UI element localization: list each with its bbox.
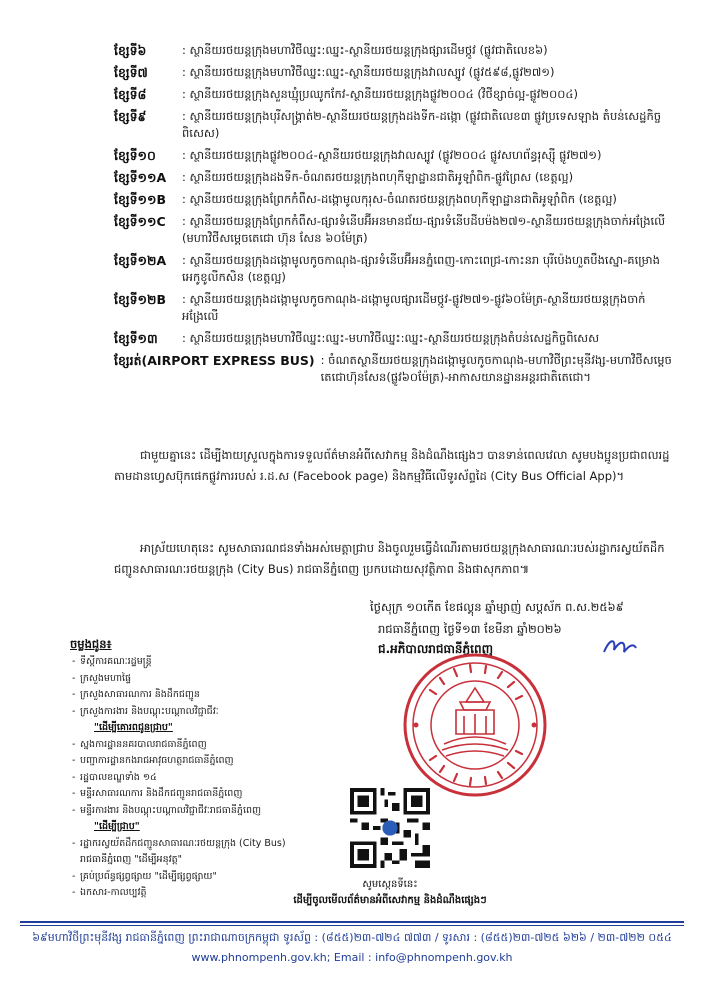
recipient-item: - មន្ទីរការងារ និងបណ្តុះបណ្តាលវិជ្ជាជីវៈរាជធានីភ្នំពេញ — [72, 804, 262, 816]
express-route-label: ខ្សែរត់(AIRPORT EXPRESS BUS) — [114, 353, 315, 368]
solar-date: រាជធានីភ្នំពេញ ថ្ងៃទី១៣ ខែមីនា ឆ្នាំ២០២៦ — [378, 622, 562, 636]
route-item — [114, 64, 674, 81]
signature-mark — [600, 636, 640, 658]
route-label: ខ្សែទី១១B — [114, 192, 167, 207]
recipient-item: - មន្ទីរសាធារណការ និងដឹកជញ្ជូនរាជធានីភ្នំពេញ — [72, 788, 243, 799]
route-desc: : ស្ថានីយរថយន្តក្រុងដង្កោមូលកូចកាណុង-ផ្សារទំនើបអ៊ីអនភ្នំពេញ-កោះពេជ្រ-កោះនរា បុរីប៉េងហួតបឹងស្នោ-គម្រោងអេកូខូលីកសិន (ខេត្តល្អ) — [182, 253, 660, 284]
route-label: ខ្សែទី១២B — [114, 292, 167, 307]
route-desc: : ស្ថានីយរថយន្តក្រុងសួនឃ្មុំប្រឈូកកែវ-ស្ថានីយរថយន្តក្រុងផ្លូវ២០០៤ (វិថីខ្សាច់ល្អ-ផ្លូវ២០០៤) — [182, 87, 579, 101]
route-label: ខ្សែទី៦ — [114, 43, 147, 58]
route-item — [114, 169, 674, 186]
route-label: ខ្សែទី៩ — [114, 109, 147, 124]
route-item — [114, 291, 674, 325]
route-desc: : ស្ថានីយរថយន្តក្រុងមហាវិថីឈ្នះ:ឈ្នះ-ស្ថានីយរថយន្តក្រុងផ្សារដើមថ្កូវ (ផ្លូវជាតិលេខ៦) — [182, 43, 548, 57]
recipient-item: - រដ្ឋបាលខណ្ឌទាំង ១៤ — [72, 771, 157, 783]
express-route-desc: : ចំណតស្ថានីយរថយន្តក្រុងដង្កោមូលកូចកាណុង-មហាវិថីព្រះមុនីវង្ស-មហាវិថីសម្តេចតេជោហ៊ុនសែន(ផ្លូវ៦០ម៉ែត្រ)-អាកាសយានដ្ឋានអន្តរជាតិតេជោ។ — [320, 353, 672, 384]
qr-caption: សូមស្កេនទីនេះ — [362, 879, 418, 890]
recipient-purpose: "ដើម្បីជ្រាប" — [94, 821, 140, 832]
signatory-title: ជ.អភិបាលរាជធានីភ្នំពេញ — [378, 642, 494, 656]
recipient-item: - ក្រសួងការងារ និងបណ្តុះបណ្តាលវិជ្ជាជីវៈ — [72, 705, 219, 717]
recipient-item: - រដ្ឋាករស្វយ័តដឹកជញ្ជូនសាធារណៈរថយន្តក្រុង (City Bus) — [72, 837, 286, 849]
route-desc: : ស្ថានីយរថយន្តក្រុងបុរីសង្គ្រាត់២-ស្ថានីយរថយន្តក្រុងដងទីក-ដង្កោ (ផ្លូវជាតិលេខ៣ ផ្លូវប្រទេសឡាង តំបន់សេដ្ឋកិច្ចពិសេស) — [182, 109, 662, 140]
route-desc: : ស្ថានីយរថយន្តក្រុងមហាវិថីឈ្នះ:ឈ្នះ-មហាវិថីឈ្នះ:ឈ្នះ-ស្ថានីយរថយន្តក្រុងតំបន់សេដ្ឋកិច្ចពិសេស — [182, 331, 600, 345]
recipient-item: - គ្រប់ប្រព័ន្ធផ្សព្វផ្សាយ "ដើម្បីផ្សព្វផ្សាយ" — [72, 870, 217, 882]
route-label: ខ្សែទី១០ — [114, 148, 156, 163]
recipient-purpose: "ដើម្បីគោរពជូនជ្រាប" — [94, 722, 173, 733]
route-item — [114, 108, 674, 142]
qr-code[interactable] — [350, 788, 430, 868]
footer-address: ៦៩មហាវិថីព្រះមុនីវង្ស រាជធានីភ្នំពេញ ព្រះរាជាណាចក្រកម្ពុជា ទូរស័ព្ទ : (៨៥៥)២៣-៧២៤ ៧៧៣ / ទូរសារ : (៨៥៥)២៣-៧២៥ ៦២៦ / ២៣-៧២២ ០៥៤ — [32, 931, 672, 944]
route-desc: : ស្ថានីយរថយន្តក្រុងព្រែកកំពឹស-ដង្កោមូលកុរុស-ចំណតរថយន្តក្រុងពហុកីឡាដ្ឋានជាតិអូឡាំពិក (ខេត្តល្អ) — [182, 192, 617, 206]
route-item — [114, 42, 674, 59]
route-desc: : ស្ថានីយរថយន្តក្រុងដងទីក-ចំណតរថយន្តក្រុងពហុកីឡាដ្ឋានជាតិអូឡាំពិក-ផ្លូវព្រៃស (ខេត្តល្អ) — [182, 170, 574, 184]
recipients-list — [70, 636, 370, 902]
route-label: ខ្សែទី១១A — [114, 170, 167, 185]
recipients-title: ចម្លងជូន៖ — [70, 637, 112, 651]
route-label: ខ្សែទី១២A — [114, 253, 167, 268]
qr-caption-detail: ដើម្បីចូលមើលព័ត៌មានអំពីសេវាកម្ម និងដំណឹងផ្សេងៗ — [293, 895, 487, 906]
footer-divider — [20, 921, 684, 923]
recipient-item: - ស្នងការដ្ឋាននគរបាលរាជធានីភ្នំពេញ — [72, 738, 207, 750]
route-desc: : ស្ថានីយរថយន្តក្រុងផ្លូវ២០០៤-ស្ថានីយរថយន្តក្រុងវាលស្បូវ (ផ្លូវ២០០៤ ផ្លូវសហព័ន្ធរុស្ស៊ី ផ្លូវ២៧១) — [182, 148, 602, 162]
recipient-item: - ក្រសួងសាធារណការ និងដឹកជញ្ជូន — [72, 689, 200, 700]
route-list — [114, 42, 674, 391]
route-label: ខ្សែទី១៣ — [114, 331, 158, 346]
route-desc: : ស្ថានីយរថយន្តក្រុងព្រែកកំពឹស-ផ្សារទំនើបអ៊ីអនមានជ័យ-ផ្សារទំនើបដីបម៉ង២៧១-ស្ថានីយរថយន្តក្រុងចាក់អង្រែលើ (មហាវិថីសម្តេចតេជោ ហ៊ុន សែន ៦០ម៉ែត្រ) — [182, 214, 666, 245]
recipient-item: - បញ្ជាការដ្ឋានកងរាជអាវុធហត្ថរាជធានីភ្នំពេញ — [72, 755, 234, 766]
route-label: ខ្សែទី១១C — [114, 214, 166, 229]
footer-divider — [20, 925, 684, 926]
closing-paragraph: អាស្រ័យហេតុនេះ សូមសាធារណជនទាំងអស់មេត្តាជ្រាប និងចូលរួមធ្វើដំណើរតាមរថយន្តក្រុងសាធារណៈរបស់រដ្ឋាករស្វយ័តដឹកជញ្ជូនសាធារណៈរថយន្តក្រុង (City Bus) រាជធានីភ្នំពេញ ប្រកបដោយសុវត្ថិភាព និងផាសុកភាព៕ — [114, 541, 665, 576]
social-media-paragraph: ជាមួយគ្នានេះ ដើម្បីងាយស្រួលក្នុងការទទួលព័ត៌មានអំពីសេវាកម្ម និងដំណឹងផ្សេងៗ បានទាន់ពេលវេលា សូមបងប្អូនប្រជាពលរដ្ឋតាមដានហ្វេសប៊ុកផេកផ្លូវការរបស់ រ.ដ.ស (Facebook page) និងកម្មវិធីលើទូរស័ព្ទដៃ (City Bus Official App)។ — [114, 448, 670, 483]
recipient-item: - ក្រសួងមហាផ្ទៃ — [72, 672, 132, 684]
route-item — [114, 252, 674, 286]
route-label: ខ្សែទី៧ — [114, 65, 148, 80]
route-item — [114, 330, 674, 347]
recipient-item: - ទីស្តីការគណៈរដ្ឋមន្ត្រី — [72, 656, 152, 667]
route-label: ខ្សែទី៨ — [114, 87, 147, 102]
route-item — [114, 86, 674, 103]
route-item — [114, 213, 674, 247]
footer-website[interactable]: www.phnompenh.gov.kh; Email : info@phnompenh.gov.kh — [191, 951, 513, 964]
route-desc: : ស្ថានីយរថយន្តក្រុងមហាវិថីឈ្នះ:ឈ្នះ-ស្ថានីយរថយន្តក្រុងវាលស្បូវ (ផ្លូវ៥៩៨,ផ្លូវ២៧១) — [182, 65, 555, 79]
route-item — [114, 191, 674, 208]
lunar-date: ថ្ងៃសុក្រ ១០កើត ខែផល្គុន ឆ្នាំម្សាញ់ សប្តស័ក ព.ស.២៥៦៩ — [370, 600, 624, 614]
recipient-item-continued: រាជធានីភ្នំពេញ "ដើម្បីអនុវត្ត" — [80, 854, 183, 865]
route-item — [114, 147, 674, 164]
express-route-item — [114, 352, 674, 386]
official-seal — [400, 650, 550, 800]
recipient-item: - ឯកសារ-កាលប្បវត្តិ — [72, 887, 147, 898]
route-desc: : ស្ថានីយរថយន្តក្រុងដង្កោមូលកូចកាណុង-ដង្កោមូលផ្សារដើមថ្កូវ-ផ្លូវ២៧១-ផ្លូវ៦០ម៉ែត្រ-ស្ថានីយរថយន្តក្រុងចាក់អង្រែលើ — [182, 292, 646, 323]
